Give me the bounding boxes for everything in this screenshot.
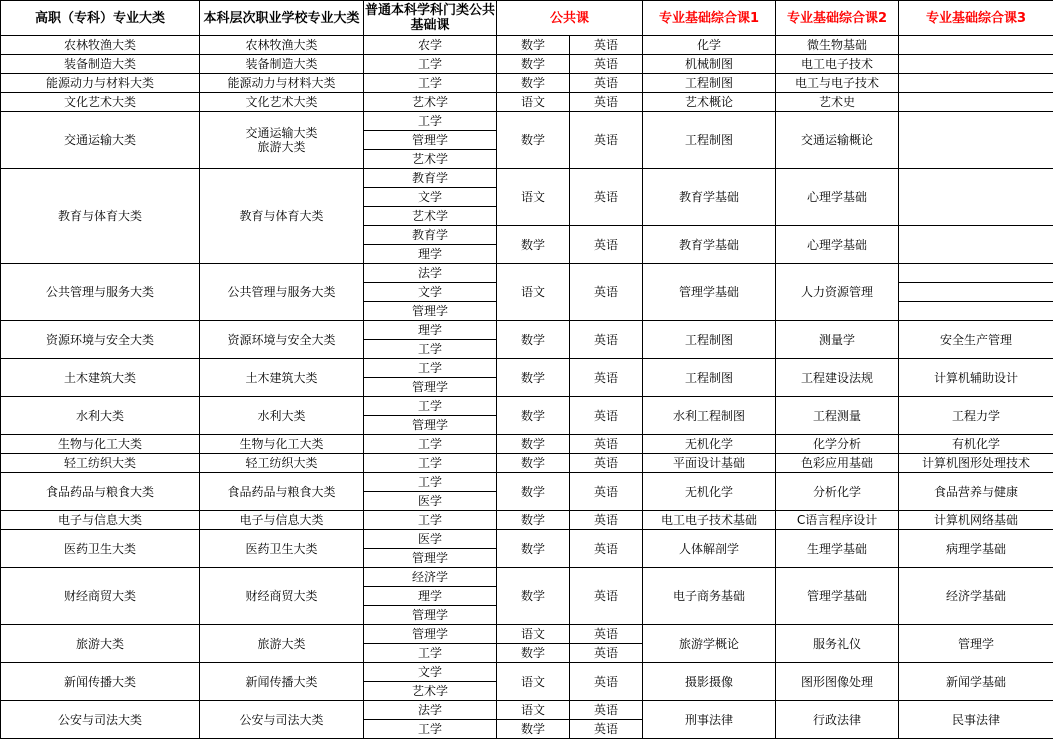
discipline-cell: 法学 xyxy=(364,264,497,283)
public-course-2-cell: 英语 xyxy=(570,264,643,321)
professional-2-cell: 人力资源管理 xyxy=(776,264,899,321)
public-course-1-cell: 数学 xyxy=(497,36,570,55)
discipline-cell: 工学 xyxy=(364,74,497,93)
benke-category-cell: 水利大类 xyxy=(200,397,364,435)
header-gaozhi: 高职（专科）专业大类 xyxy=(1,1,200,36)
discipline-cell: 经济学 xyxy=(364,568,497,587)
discipline-cell: 工学 xyxy=(364,511,497,530)
benke-category-cell: 旅游大类 xyxy=(200,625,364,663)
professional-3-cell xyxy=(899,74,1053,93)
table-row xyxy=(1,568,1053,587)
public-course-2-cell: 英语 xyxy=(570,397,643,435)
professional-2-cell: 测量学 xyxy=(776,321,899,359)
discipline-cell: 管理学 xyxy=(364,549,497,568)
professional-1-cell: 工程制图 xyxy=(643,359,776,397)
header-row xyxy=(1,1,1053,36)
professional-2-cell: 交通运输概论 xyxy=(776,112,899,169)
discipline-cell: 工学 xyxy=(364,473,497,492)
professional-1-cell: 摄影摄像 xyxy=(643,663,776,701)
public-course-1-cell: 数学 xyxy=(497,454,570,473)
professional-3-cell: 经济学基础 xyxy=(899,568,1053,625)
discipline-cell: 工学 xyxy=(364,720,497,739)
table-row xyxy=(1,93,1053,112)
professional-1-cell: 教育学基础 xyxy=(643,169,776,226)
gaozhi-category-cell: 轻工纺织大类 xyxy=(1,454,200,473)
table-row xyxy=(1,359,1053,378)
discipline-cell: 艺术学 xyxy=(364,207,497,226)
table-row xyxy=(1,397,1053,416)
public-course-2-cell: 英语 xyxy=(570,568,643,625)
professional-2-cell: 行政法律 xyxy=(776,701,899,739)
discipline-cell: 工学 xyxy=(364,359,497,378)
professional-2-cell: 生理学基础 xyxy=(776,530,899,568)
public-course-1-cell: 数学 xyxy=(497,55,570,74)
professional-1-cell: 无机化学 xyxy=(643,435,776,454)
table-row xyxy=(1,435,1053,454)
professional-3-cell: 有机化学 xyxy=(899,435,1053,454)
gaozhi-category-cell: 能源动力与材料大类 xyxy=(1,74,200,93)
public-course-1-cell: 数学 xyxy=(497,435,570,454)
table-row xyxy=(1,55,1053,74)
public-course-2-cell: 英语 xyxy=(570,530,643,568)
gaozhi-category-cell: 旅游大类 xyxy=(1,625,200,663)
table-row xyxy=(1,321,1053,340)
professional-3-cell xyxy=(899,264,1053,283)
gaozhi-category-cell: 食品药品与粮食大类 xyxy=(1,473,200,511)
public-course-1-cell: 数学 xyxy=(497,226,570,264)
gaozhi-category-cell: 农林牧渔大类 xyxy=(1,36,200,55)
public-course-1-cell: 语文 xyxy=(497,701,570,720)
public-course-2-cell: 英语 xyxy=(570,644,643,663)
discipline-cell: 管理学 xyxy=(364,378,497,397)
table-row xyxy=(1,625,1053,644)
table-row xyxy=(1,74,1053,93)
professional-1-cell: 化学 xyxy=(643,36,776,55)
public-course-2-cell: 英语 xyxy=(570,511,643,530)
professional-3-cell: 民事法律 xyxy=(899,701,1053,739)
public-course-1-cell: 数学 xyxy=(497,720,570,739)
professional-2-cell: 电工电子技术 xyxy=(776,55,899,74)
benke-category-cell: 公安与司法大类 xyxy=(200,701,364,739)
discipline-cell: 医学 xyxy=(364,492,497,511)
gaozhi-category-cell: 教育与体育大类 xyxy=(1,169,200,264)
discipline-cell: 工学 xyxy=(364,55,497,74)
public-course-2-cell: 英语 xyxy=(570,625,643,644)
gaozhi-category-cell: 文化艺术大类 xyxy=(1,93,200,112)
discipline-cell: 理学 xyxy=(364,321,497,340)
public-course-2-cell: 英语 xyxy=(570,663,643,701)
public-course-2-cell: 英语 xyxy=(570,226,643,264)
professional-1-cell: 管理学基础 xyxy=(643,264,776,321)
gaozhi-category-cell: 水利大类 xyxy=(1,397,200,435)
public-course-2-cell: 英语 xyxy=(570,112,643,169)
public-course-1-cell: 数学 xyxy=(497,321,570,359)
professional-3-cell xyxy=(899,302,1053,321)
professional-2-cell: 心理学基础 xyxy=(776,226,899,264)
table-row xyxy=(1,454,1053,473)
benke-category-cell: 资源环境与安全大类 xyxy=(200,321,364,359)
professional-2-cell: 图形图像处理 xyxy=(776,663,899,701)
discipline-cell: 工学 xyxy=(364,397,497,416)
professional-2-cell: 化学分析 xyxy=(776,435,899,454)
gaozhi-category-cell: 装备制造大类 xyxy=(1,55,200,74)
public-course-1-cell: 语文 xyxy=(497,663,570,701)
discipline-cell: 工学 xyxy=(364,112,497,131)
professional-2-cell: 色彩应用基础 xyxy=(776,454,899,473)
gaozhi-category-cell: 交通运输大类 xyxy=(1,112,200,169)
professional-2-cell: 工程测量 xyxy=(776,397,899,435)
discipline-cell: 理学 xyxy=(364,587,497,606)
professional-3-cell: 计算机图形处理技术 xyxy=(899,454,1053,473)
public-course-2-cell: 英语 xyxy=(570,55,643,74)
gaozhi-category-cell: 公安与司法大类 xyxy=(1,701,200,739)
gaozhi-category-cell: 土木建筑大类 xyxy=(1,359,200,397)
gaozhi-category-cell: 公共管理与服务大类 xyxy=(1,264,200,321)
table-row xyxy=(1,663,1053,682)
professional-2-cell: C语言程序设计 xyxy=(776,511,899,530)
benke-category-cell: 能源动力与材料大类 xyxy=(200,74,364,93)
public-course-1-cell: 语文 xyxy=(497,169,570,226)
gaozhi-category-cell: 新闻传播大类 xyxy=(1,663,200,701)
professional-1-cell: 工程制图 xyxy=(643,74,776,93)
professional-3-cell xyxy=(899,226,1053,264)
public-course-2-cell: 英语 xyxy=(570,93,643,112)
professional-2-cell: 管理学基础 xyxy=(776,568,899,625)
professional-3-cell: 病理学基础 xyxy=(899,530,1053,568)
header-professional-3: 专业基础综合课3 xyxy=(899,1,1053,36)
public-course-1-cell: 语文 xyxy=(497,93,570,112)
discipline-cell: 管理学 xyxy=(364,302,497,321)
benke-category-cell: 生物与化工大类 xyxy=(200,435,364,454)
discipline-cell: 医学 xyxy=(364,530,497,549)
discipline-cell: 艺术学 xyxy=(364,150,497,169)
benke-category-cell: 教育与体育大类 xyxy=(200,169,364,264)
table-row xyxy=(1,36,1053,55)
gaozhi-category-cell: 医药卫生大类 xyxy=(1,530,200,568)
public-course-2-cell: 英语 xyxy=(570,74,643,93)
benke-category-cell: 交通运输大类 旅游大类 xyxy=(200,112,364,169)
table-row xyxy=(1,112,1053,131)
header-professional-1: 专业基础综合课1 xyxy=(643,1,776,36)
discipline-cell: 工学 xyxy=(364,340,497,359)
professional-2-cell: 艺术史 xyxy=(776,93,899,112)
discipline-cell: 教育学 xyxy=(364,169,497,188)
header-professional-2: 专业基础综合课2 xyxy=(776,1,899,36)
benke-category-cell: 新闻传播大类 xyxy=(200,663,364,701)
professional-3-cell xyxy=(899,169,1053,226)
public-course-1-cell: 语文 xyxy=(497,625,570,644)
public-course-1-cell: 数学 xyxy=(497,644,570,663)
benke-category-cell: 农林牧渔大类 xyxy=(200,36,364,55)
discipline-cell: 文学 xyxy=(364,188,497,207)
public-course-2-cell: 英语 xyxy=(570,701,643,720)
discipline-cell: 管理学 xyxy=(364,606,497,625)
public-course-2-cell: 英语 xyxy=(570,359,643,397)
professional-1-cell: 电子商务基础 xyxy=(643,568,776,625)
header-benke: 本科层次职业学校专业大类 xyxy=(200,1,364,36)
discipline-cell: 工学 xyxy=(364,435,497,454)
benke-category-cell: 轻工纺织大类 xyxy=(200,454,364,473)
professional-2-cell: 微生物基础 xyxy=(776,36,899,55)
professional-3-cell: 计算机辅助设计 xyxy=(899,359,1053,397)
discipline-cell: 管理学 xyxy=(364,416,497,435)
public-course-2-cell: 英语 xyxy=(570,321,643,359)
professional-2-cell: 电工与电子技术 xyxy=(776,74,899,93)
public-course-1-cell: 数学 xyxy=(497,511,570,530)
public-course-1-cell: 数学 xyxy=(497,397,570,435)
professional-1-cell: 艺术概论 xyxy=(643,93,776,112)
professional-3-cell xyxy=(899,93,1053,112)
benke-category-cell: 公共管理与服务大类 xyxy=(200,264,364,321)
public-course-1-cell: 语文 xyxy=(497,264,570,321)
professional-2-cell: 服务礼仪 xyxy=(776,625,899,663)
professional-1-cell: 无机化学 xyxy=(643,473,776,511)
table-row xyxy=(1,473,1053,492)
professional-3-cell xyxy=(899,112,1053,169)
professional-1-cell: 机械制图 xyxy=(643,55,776,74)
public-course-2-cell: 英语 xyxy=(570,36,643,55)
discipline-cell: 理学 xyxy=(364,245,497,264)
benke-category-cell: 财经商贸大类 xyxy=(200,568,364,625)
table-row xyxy=(1,264,1053,283)
public-course-1-cell: 数学 xyxy=(497,112,570,169)
discipline-cell: 农学 xyxy=(364,36,497,55)
professional-3-cell: 新闻学基础 xyxy=(899,663,1053,701)
professional-1-cell: 工程制图 xyxy=(643,112,776,169)
table-row xyxy=(1,701,1053,720)
discipline-cell: 法学 xyxy=(364,701,497,720)
benke-category-cell: 土木建筑大类 xyxy=(200,359,364,397)
discipline-cell: 文学 xyxy=(364,663,497,682)
discipline-cell: 工学 xyxy=(364,644,497,663)
table-row xyxy=(1,511,1053,530)
discipline-cell: 教育学 xyxy=(364,226,497,245)
public-course-1-cell: 数学 xyxy=(497,473,570,511)
table-row xyxy=(1,530,1053,549)
professional-3-cell xyxy=(899,36,1053,55)
benke-category-cell: 医药卫生大类 xyxy=(200,530,364,568)
professional-1-cell: 电工电子技术基础 xyxy=(643,511,776,530)
gaozhi-category-cell: 财经商贸大类 xyxy=(1,568,200,625)
professional-1-cell: 人体解剖学 xyxy=(643,530,776,568)
professional-1-cell: 工程制图 xyxy=(643,321,776,359)
gaozhi-category-cell: 生物与化工大类 xyxy=(1,435,200,454)
public-course-2-cell: 英语 xyxy=(570,169,643,226)
public-course-2-cell: 英语 xyxy=(570,454,643,473)
discipline-cell: 管理学 xyxy=(364,625,497,644)
gaozhi-category-cell: 资源环境与安全大类 xyxy=(1,321,200,359)
professional-3-cell: 食品营养与健康 xyxy=(899,473,1053,511)
public-course-1-cell: 数学 xyxy=(497,74,570,93)
benke-category-cell: 电子与信息大类 xyxy=(200,511,364,530)
public-course-2-cell: 英语 xyxy=(570,435,643,454)
discipline-cell: 艺术学 xyxy=(364,93,497,112)
public-course-2-cell: 英语 xyxy=(570,473,643,511)
public-course-2-cell: 英语 xyxy=(570,720,643,739)
header-menlei: 普通本科学科门类公共基础课 xyxy=(364,1,497,36)
gaozhi-category-cell: 电子与信息大类 xyxy=(1,511,200,530)
professional-3-cell: 工程力学 xyxy=(899,397,1053,435)
professional-1-cell: 教育学基础 xyxy=(643,226,776,264)
professional-3-cell xyxy=(899,283,1053,302)
professional-2-cell: 工程建设法规 xyxy=(776,359,899,397)
discipline-cell: 文学 xyxy=(364,283,497,302)
professional-1-cell: 刑事法律 xyxy=(643,701,776,739)
discipline-cell: 艺术学 xyxy=(364,682,497,701)
professional-1-cell: 旅游学概论 xyxy=(643,625,776,663)
public-course-1-cell: 数学 xyxy=(497,530,570,568)
discipline-cell: 工学 xyxy=(364,454,497,473)
professional-1-cell: 水利工程制图 xyxy=(643,397,776,435)
benke-category-cell: 食品药品与粮食大类 xyxy=(200,473,364,511)
professional-3-cell: 管理学 xyxy=(899,625,1053,663)
public-course-1-cell: 数学 xyxy=(497,359,570,397)
benke-category-cell: 装备制造大类 xyxy=(200,55,364,74)
professional-1-cell: 平面设计基础 xyxy=(643,454,776,473)
table-row xyxy=(1,169,1053,188)
professional-2-cell: 分析化学 xyxy=(776,473,899,511)
benke-category-cell: 文化艺术大类 xyxy=(200,93,364,112)
header-public-course: 公共课 xyxy=(497,1,643,36)
professional-3-cell: 计算机网络基础 xyxy=(899,511,1053,530)
professional-2-cell: 心理学基础 xyxy=(776,169,899,226)
public-course-1-cell: 数学 xyxy=(497,568,570,625)
professional-3-cell: 安全生产管理 xyxy=(899,321,1053,359)
professional-3-cell xyxy=(899,55,1053,74)
discipline-cell: 管理学 xyxy=(364,131,497,150)
